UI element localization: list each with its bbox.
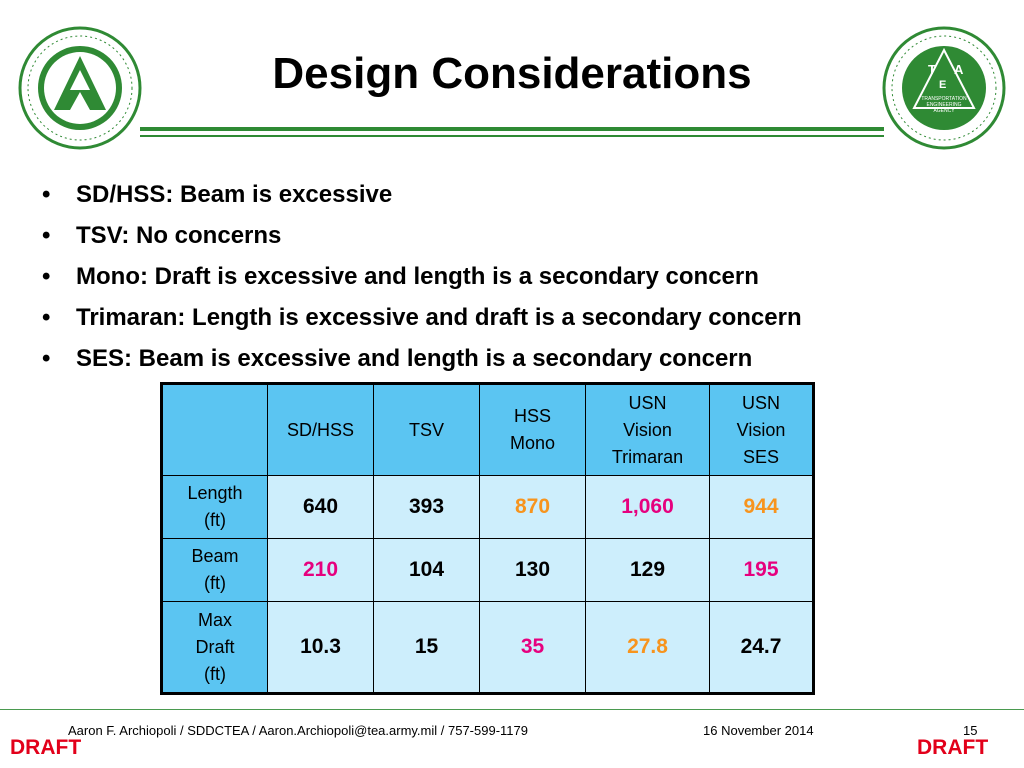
table-cell: 944 <box>710 476 814 539</box>
sddc-logo-left <box>18 26 142 150</box>
bullet-item <box>36 338 802 379</box>
bullet-item <box>36 174 802 215</box>
title-divider-thin <box>140 135 884 137</box>
table-cell: 195 <box>710 539 814 602</box>
header-cell-usn-vision-ses: USN Vision SES <box>710 384 814 476</box>
header-cell-tsv: TSV <box>374 384 480 476</box>
table-cell: 35 <box>480 602 586 694</box>
footer-date: 16 November 2014 <box>703 723 814 738</box>
footer-author: Aaron F. Archiopoli / SDDCTEA / Aaron.Archiopoli@tea.army.mil / 757-599-1179 <box>68 723 528 738</box>
tea-letter-e: E <box>939 79 947 91</box>
table-cell: 870 <box>480 476 586 539</box>
footer-divider <box>0 709 1024 710</box>
bullet-text: SES: Beam is excessive and length is a secondary concern <box>76 345 753 372</box>
table-cell: 393 <box>374 476 480 539</box>
slide-title: Design Considerations <box>272 49 752 98</box>
table-row-length <box>162 476 814 539</box>
table-cell: 640 <box>268 476 374 539</box>
header-cell-sd-hss: SD/HSS <box>268 384 374 476</box>
svg-text:TRANSPORTATION: TRANSPORTATION <box>921 96 967 102</box>
tea-letter-t: T <box>928 62 936 77</box>
bullet-text: TSV: No concerns <box>76 222 282 249</box>
table-cell: 15 <box>374 602 480 694</box>
bullet-list <box>36 174 802 379</box>
table-cell: 129 <box>586 539 710 602</box>
tea-letter-a: A <box>954 62 964 77</box>
bullet-item <box>36 256 802 297</box>
table-row-max-draft <box>162 602 814 694</box>
bullet-dot: • <box>42 263 51 290</box>
bullet-dot: • <box>42 304 51 331</box>
row-label-max-draft: Max Draft (ft) <box>162 602 268 694</box>
bullet-item <box>36 215 802 256</box>
draft-label-right: DRAFT <box>917 736 989 759</box>
svg-text:ENGINEERING: ENGINEERING <box>926 102 962 108</box>
tea-logo-right <box>882 26 1006 150</box>
page-number: 15 <box>963 723 978 738</box>
bullet-item <box>36 297 802 338</box>
row-label-beam: Beam (ft) <box>162 539 268 602</box>
sddc-emblem-icon <box>18 26 142 150</box>
row-label-length: Length (ft) <box>162 476 268 539</box>
bullet-dot: • <box>42 222 51 249</box>
table-cell: 210 <box>268 539 374 602</box>
table-row-beam <box>162 539 814 602</box>
header-cell-hss-mono: HSS Mono <box>480 384 586 476</box>
table-cell: 1,060 <box>586 476 710 539</box>
table-cell: 24.7 <box>710 602 814 694</box>
sddc-tea-emblem-icon <box>882 26 1006 150</box>
header-cell-usn-vision-trimaran: USN Vision Trimaran <box>586 384 710 476</box>
svg-text:AGENCY: AGENCY <box>933 108 955 114</box>
header-corner-cell <box>162 384 268 476</box>
bullet-text: Trimaran: Length is excessive and draft is a secondary concern <box>76 304 802 331</box>
bullet-dot: • <box>42 181 51 208</box>
table-header-row <box>162 384 814 476</box>
comparison-table <box>160 382 815 695</box>
table-cell: 130 <box>480 539 586 602</box>
table-cell: 104 <box>374 539 480 602</box>
title-divider <box>140 127 884 131</box>
table-cell: 27.8 <box>586 602 710 694</box>
bullet-dot: • <box>42 345 51 372</box>
bullet-text: SD/HSS: Beam is excessive <box>76 181 393 208</box>
bullet-text: Mono: Draft is excessive and length is a secondary concern <box>76 263 759 290</box>
table-cell: 10.3 <box>268 602 374 694</box>
draft-label-left: DRAFT <box>10 736 82 759</box>
